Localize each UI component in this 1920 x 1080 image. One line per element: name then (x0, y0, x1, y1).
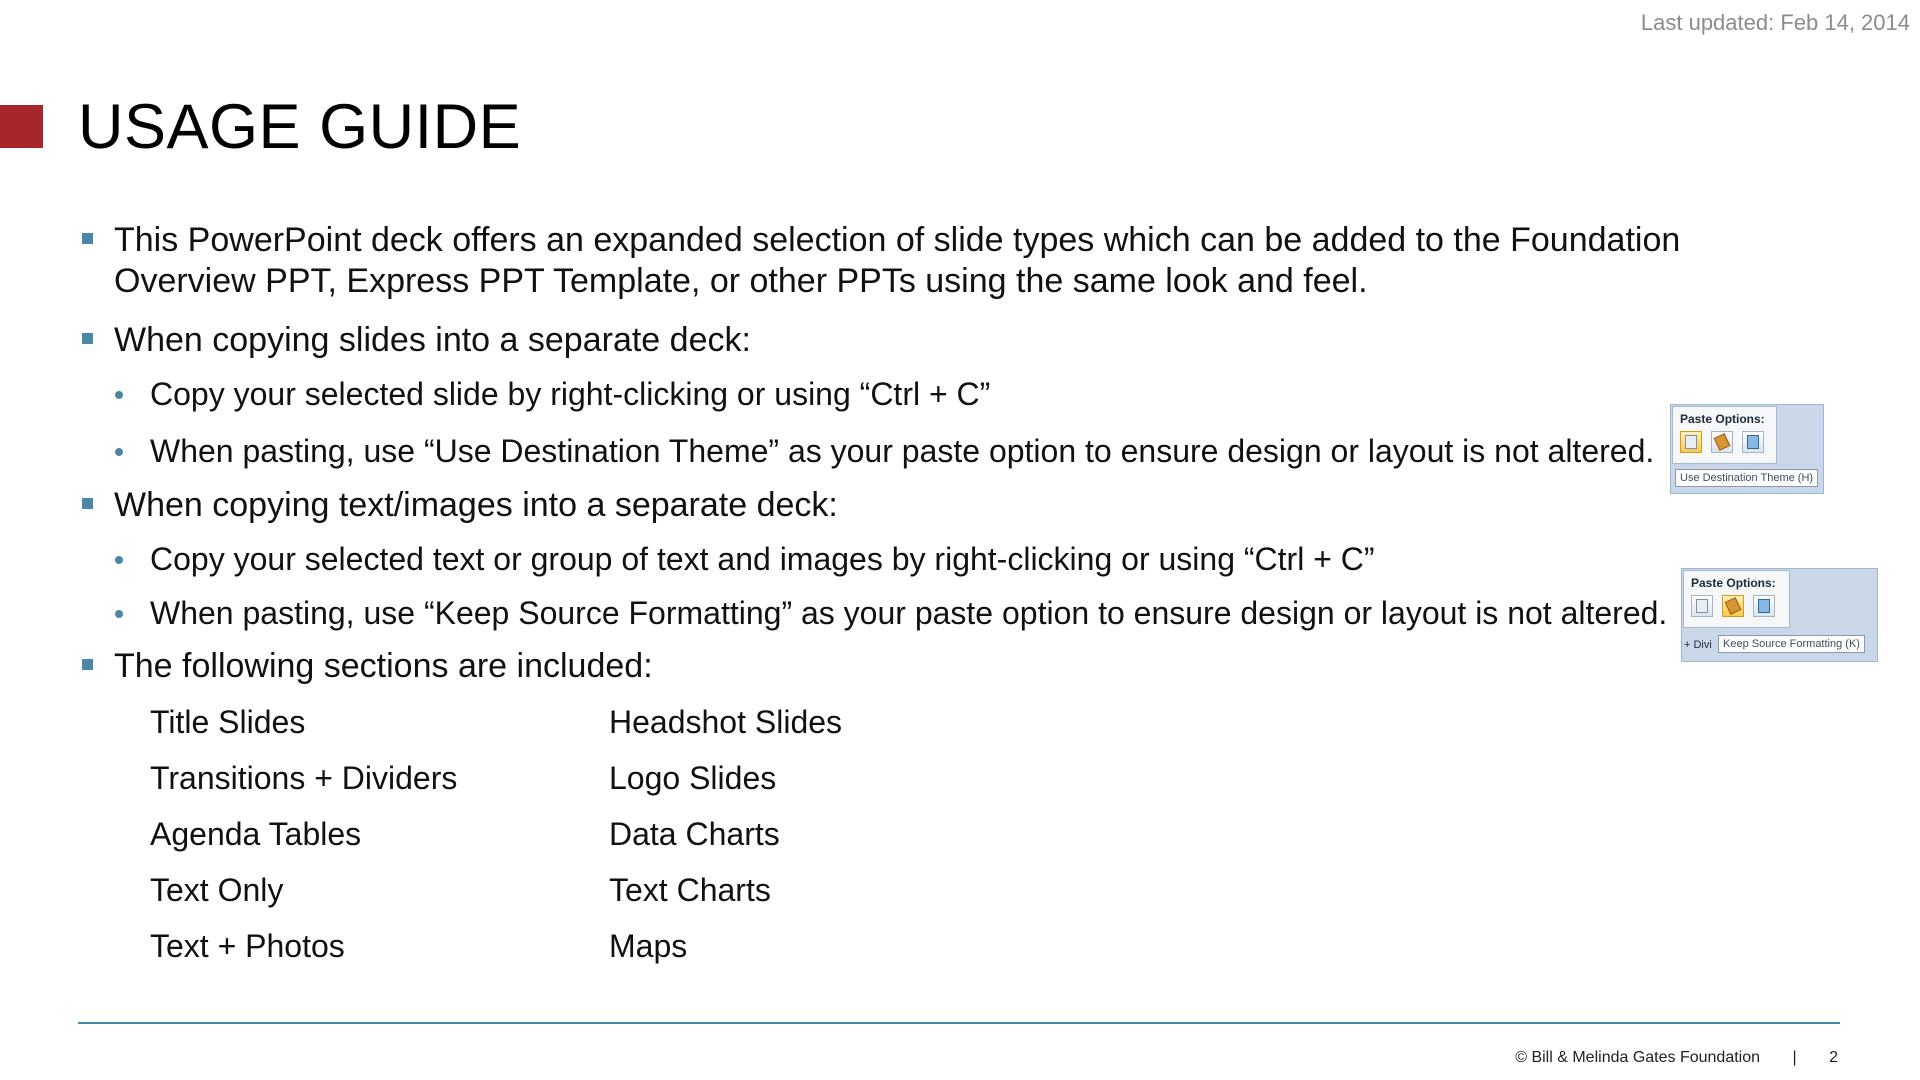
section-item: Transitions + Dividers (150, 760, 458, 796)
bullet-text: When copying slides into a separate deck: (114, 321, 751, 360)
bullet-text: When pasting, use “Keep Source Formatting” as your paste option to ensure design or layout is not altered. (150, 594, 1668, 631)
footer-separator: | (1792, 1049, 1797, 1066)
bullet-text: The following sections are included: (114, 647, 653, 686)
keep-source-formatting-button[interactable] (1711, 431, 1733, 453)
sections-left-column (150, 706, 457, 986)
paste-options-label: Paste Options: (1691, 576, 1776, 590)
sub-bullet-item (78, 432, 1718, 471)
brush-icon (1714, 433, 1731, 451)
picture-icon (1747, 435, 1759, 449)
sub-bullet-item (78, 594, 1718, 633)
section-item: Logo Slides (609, 760, 777, 796)
section-item: Headshot Slides (609, 704, 843, 740)
last-updated-text: Last updated: Feb 14, 2014 (1640, 10, 1910, 35)
keep-source-formatting-button[interactable] (1722, 595, 1744, 617)
bullet-text: When pasting, use “Use Destination Theme” as your paste option to ensure design or layout is not altered. (150, 433, 1655, 470)
paste-picture-button[interactable] (1753, 595, 1775, 617)
bullet-text: Copy your selected text or group of text and images by right-clicking or using “Ctrl + C” (150, 540, 1375, 577)
bullet-text: This PowerPoint deck offers an expanded selection of slide types which can be added to the Foundation Overview PPT, Express PPT Template, or other PPTs using the same look and feel. (114, 221, 1681, 301)
section-item: Agenda Tables (150, 816, 362, 852)
sections-right-column (609, 706, 842, 986)
paste-options-panel (1683, 570, 1790, 628)
paste-options-label: Paste Options: (1680, 412, 1765, 426)
bullet-list (78, 220, 1718, 688)
divider-fragment-text: + Divi (1684, 639, 1712, 651)
bullet-item (78, 646, 1718, 687)
paste-tooltip: Keep Source Formatting (K) (1718, 635, 1865, 653)
footer-divider (78, 1022, 1840, 1024)
title-accent-block (0, 105, 43, 148)
bullet-item (78, 320, 1718, 361)
use-destination-theme-button[interactable] (1680, 431, 1702, 453)
page-number: 2 (1829, 1049, 1838, 1066)
paste-tooltip: Use Destination Theme (H) (1675, 469, 1818, 487)
clipboard-icon (1685, 435, 1697, 449)
bullet-text: When copying text/images into a separate deck: (114, 485, 838, 524)
paste-options-screenshot-destination (1670, 404, 1824, 494)
section-item: Title Slides (150, 704, 306, 740)
use-destination-theme-button[interactable] (1691, 595, 1713, 617)
bullet-item (78, 485, 1718, 526)
paste-options-screenshot-source (1681, 568, 1878, 662)
section-item: Text Charts (609, 872, 771, 908)
page-title: USAGE GUIDE (78, 92, 522, 162)
sub-bullet-item (78, 375, 1718, 414)
section-item: Data Charts (609, 816, 780, 852)
section-item: Text + Photos (150, 928, 345, 964)
bullet-text: Copy your selected slide by right-clicking or using “Ctrl + C” (150, 376, 991, 413)
clipboard-icon (1696, 599, 1708, 613)
footer-copyright: © Bill & Melinda Gates Foundation (1515, 1049, 1761, 1066)
bullet-item (78, 220, 1718, 302)
section-item: Maps (609, 928, 688, 964)
paste-options-panel (1672, 406, 1777, 464)
brush-icon (1725, 597, 1742, 615)
footer (1515, 1049, 1838, 1067)
section-item: Text Only (150, 872, 284, 908)
paste-picture-button[interactable] (1742, 431, 1764, 453)
sub-bullet-item (78, 540, 1718, 579)
picture-icon (1758, 599, 1770, 613)
